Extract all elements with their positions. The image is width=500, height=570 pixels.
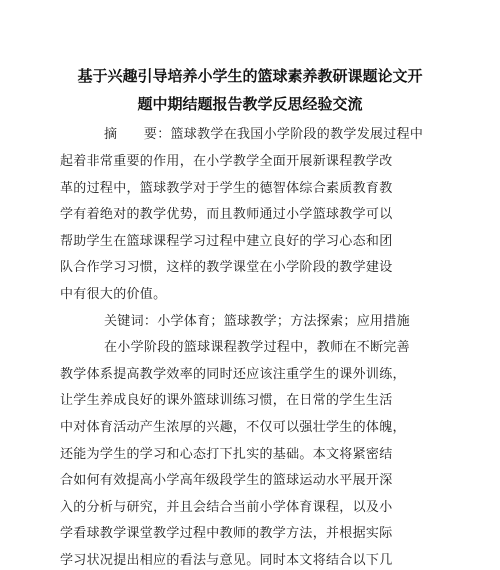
- intro-line: 在小学阶段的篮球课程教学过程中，教师在不断完善: [104, 340, 410, 355]
- abstract-line: 学有着绝对的教学优势，而且教师通过小学篮球教学可以: [60, 207, 393, 222]
- intro-line: 还能为学生的学习和心态打下扎实的基础。本文将紧密结: [60, 447, 393, 462]
- document-title-line-2: 题中期结题报告教学反思经验交流: [137, 95, 363, 113]
- intro-line: 让学生养成良好的课外篮球训练习惯，在日常的学生生活: [60, 393, 393, 408]
- intro-line: 学习状况提出相应的看法与意见。同时本文将结合以下几: [60, 553, 393, 568]
- intro-line: 教学体系提高教学效率的同时还应该注重学生的课外训练，: [60, 367, 406, 382]
- intro-line: 合如何有效提高小学高年级段学生的篮球运动水平展开深: [60, 473, 393, 488]
- abstract-line: 中有很大的价值。: [60, 287, 167, 302]
- intro-line: 入的分析与研究，并且会结合当前小学体育课程，以及小: [60, 500, 393, 515]
- keywords-line: 关键词：小学体育；篮球教学；方法探索；应用措施: [104, 314, 410, 329]
- document-title-line-1: 基于兴趣引导培养小学生的篮球素养教研课题论文开: [77, 67, 423, 85]
- abstract-line: 帮助学生在篮球课程学习过程中建立良好的学习心态和团: [60, 234, 393, 249]
- abstract-line: 摘 要：篮球教学在我国小学阶段的教学发展过程中: [104, 127, 424, 142]
- abstract-line: 队合作学习习惯，这样的教学课堂在小学阶段的教学建设: [60, 260, 393, 275]
- intro-line: 中对体育活动产生浓厚的兴趣，不仅可以强壮学生的体魄，: [60, 420, 406, 435]
- intro-line: 学看球教学课堂教学过程中教师的教学方法，并根据实际: [60, 526, 393, 541]
- abstract-line: 起着非常重要的作用，在小学教学全面开展新课程教学改: [60, 154, 393, 169]
- abstract-line: 革的过程中，篮球教学对于学生的德智体综合素质教育教: [60, 181, 393, 196]
